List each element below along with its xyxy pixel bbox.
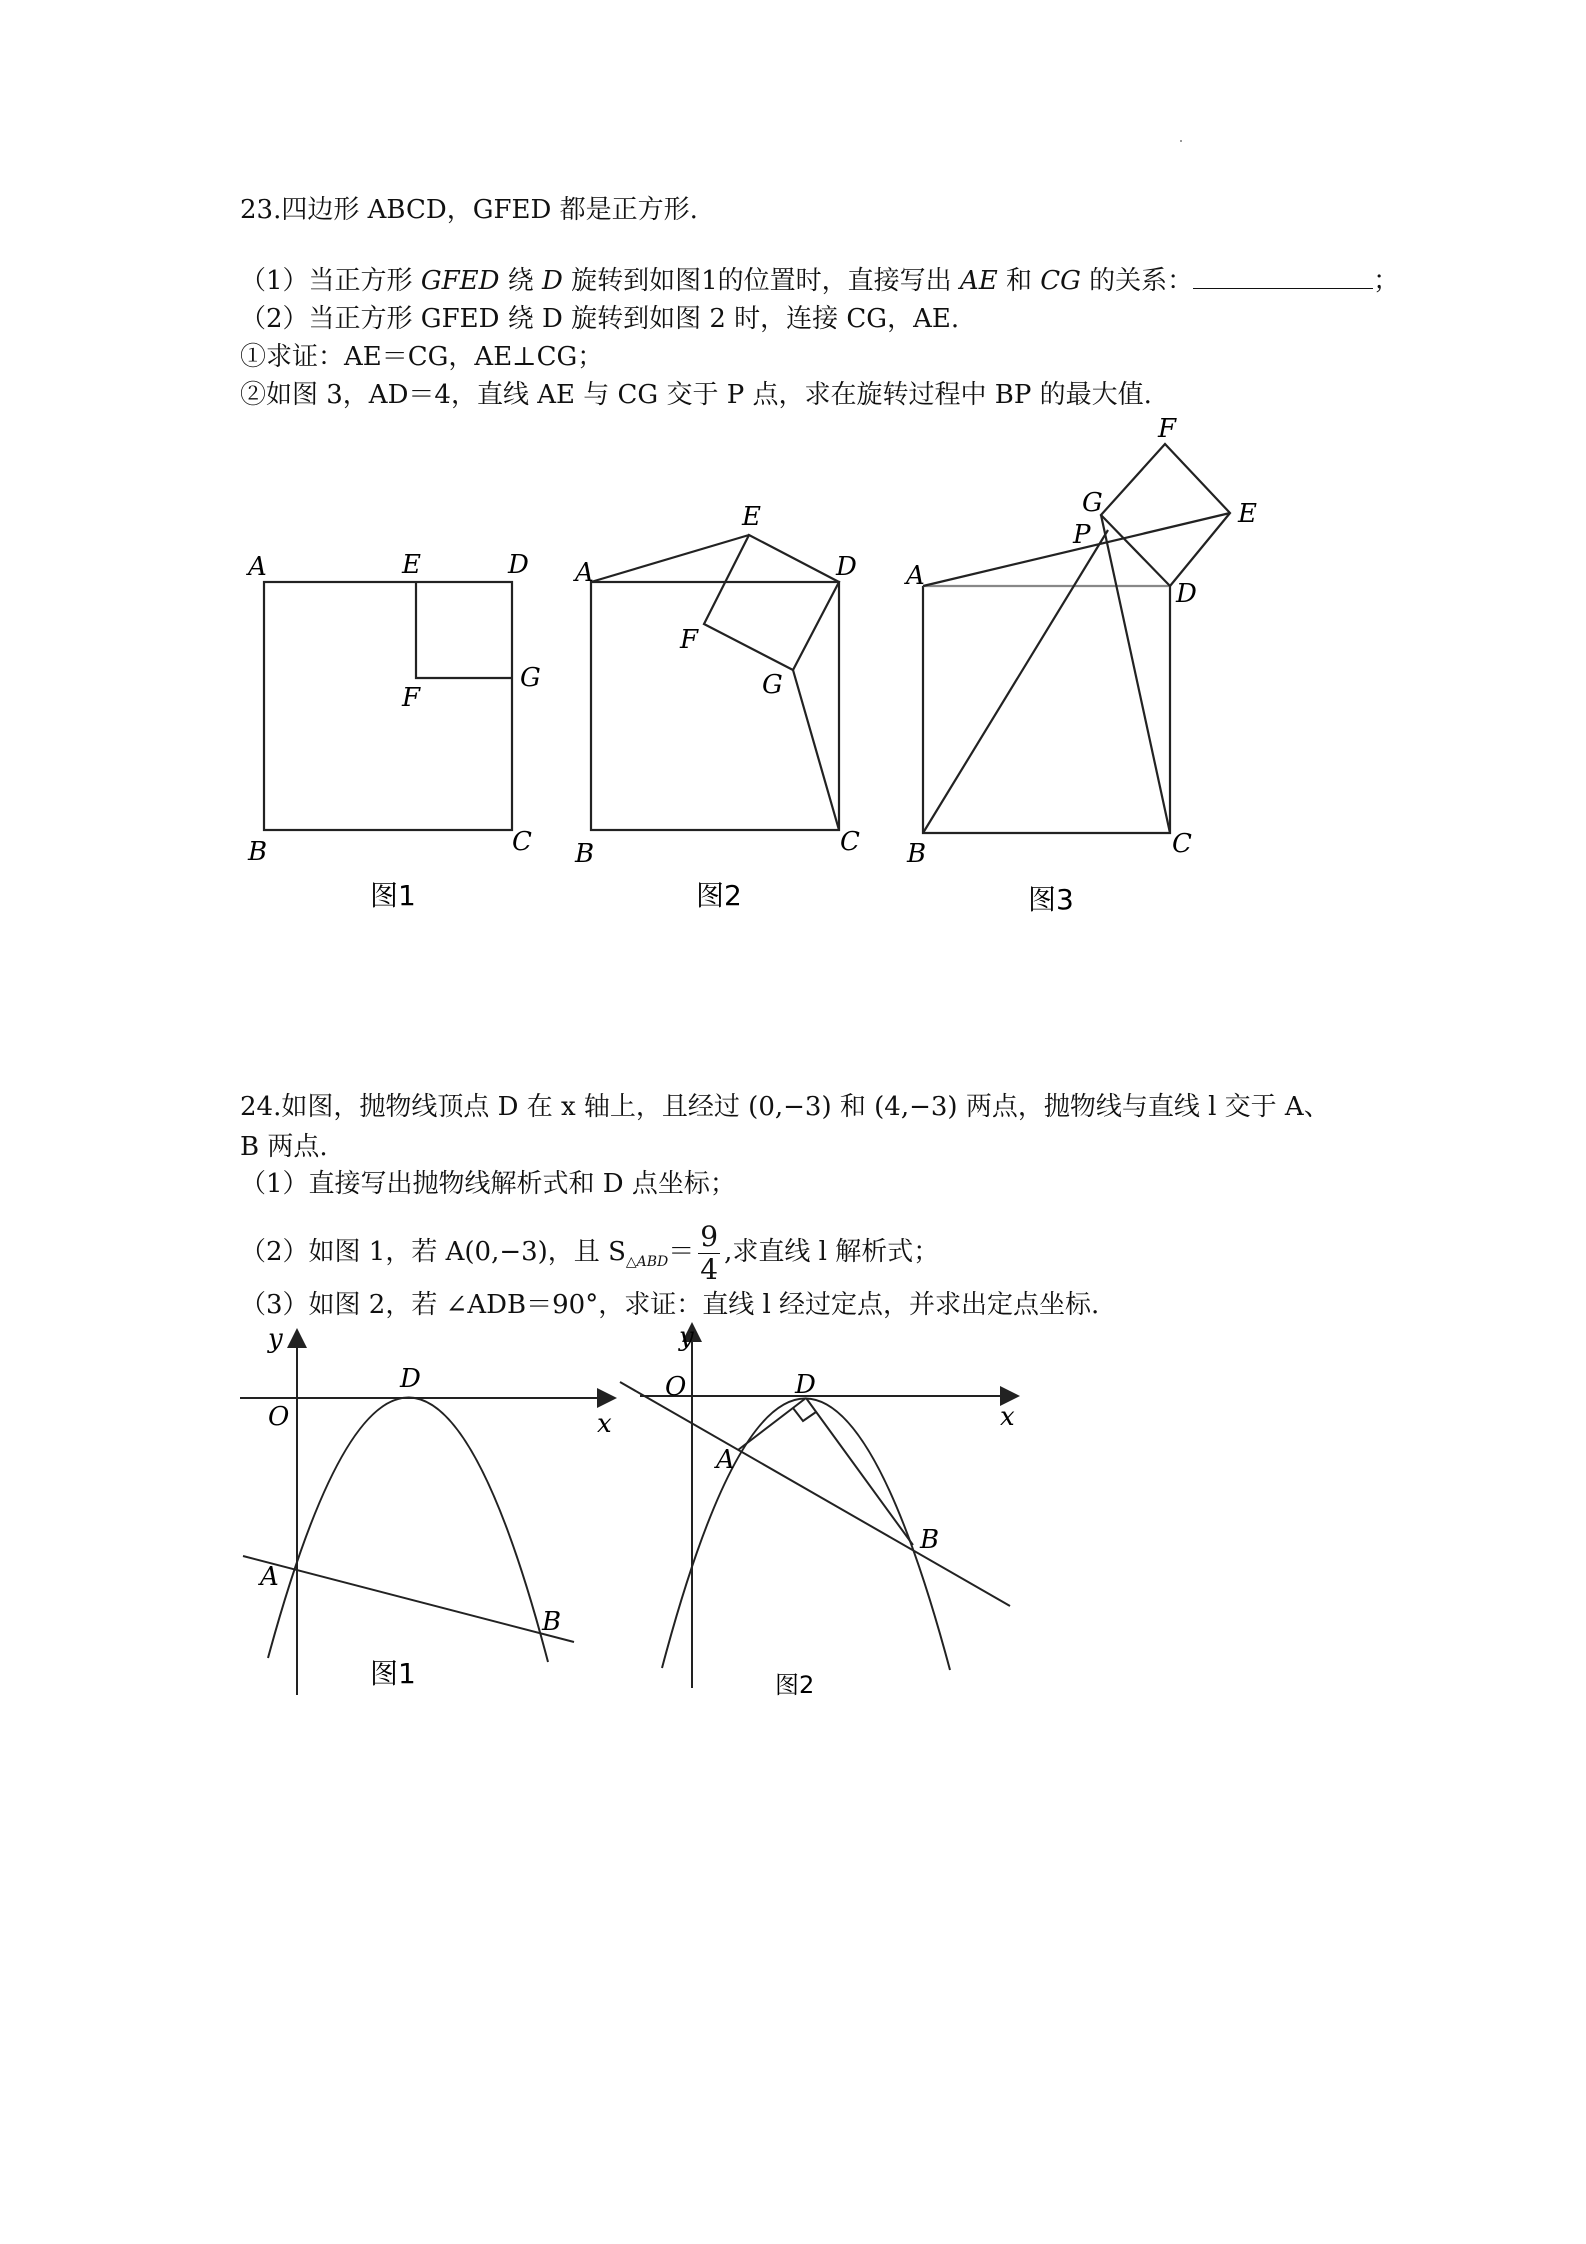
caption: 图2: [696, 879, 742, 912]
label-O: O: [268, 1402, 290, 1432]
label-B: B: [575, 839, 595, 869]
caption: 图2: [775, 1671, 815, 1699]
label-B: B: [907, 839, 927, 869]
label-D: D: [508, 550, 529, 580]
caption: 图1: [370, 879, 416, 912]
label-C: C: [512, 827, 532, 857]
label-D: D: [400, 1364, 421, 1394]
label-A: A: [906, 561, 925, 591]
label-A: A: [248, 552, 267, 582]
label-G: G: [520, 663, 541, 693]
label-E: E: [402, 550, 421, 580]
q24-part3: （3）如图 2，若 ∠ADB＝90°，求证：直线 l 经过定点，并求出定点坐标.: [240, 1290, 1100, 1320]
label-O: O: [665, 1372, 687, 1402]
q23-part1: （1）当正方形 GFED 绕 D 旋转到如图1的位置时，直接写出 AE 和 CG 的关系： ；: [240, 266, 1400, 296]
label-y: y: [268, 1324, 283, 1354]
label-B: B: [248, 837, 268, 867]
label-D: D: [1176, 579, 1197, 609]
q24-part1: （1）直接写出抛物线解析式和 D 点坐标；: [240, 1169, 736, 1199]
label-E: E: [1238, 499, 1257, 529]
label-C: C: [840, 827, 860, 857]
parabola: [662, 1398, 950, 1670]
label-G: G: [762, 670, 783, 700]
label-F: F: [680, 625, 699, 655]
label-x: x: [597, 1409, 612, 1439]
label-F: F: [402, 683, 421, 713]
label-C: C: [1172, 829, 1192, 859]
label-E: E: [742, 502, 761, 532]
label-A: A: [260, 1562, 279, 1592]
label-A: A: [575, 558, 594, 588]
q23-part2-max: ②如图 3，AD＝4，直线 AE 与 CG 交于 P 点，求在旋转过程中 BP 的最大值.: [240, 380, 1152, 410]
segment-da: [738, 1398, 806, 1450]
label-B: B: [920, 1525, 940, 1555]
label-y: y: [679, 1322, 694, 1352]
label-B: B: [542, 1607, 562, 1637]
label-x: x: [1000, 1402, 1015, 1432]
label-D: D: [795, 1370, 816, 1400]
q24-part2: （2）如图 1，若 A(0,−3)，且 $S_{\triangle ABD}=$ $\frac{9}{4}$ ,求直线 l 解析式；: [240, 1219, 940, 1286]
fraction: $\frac{9}{4}$: [700, 1219, 719, 1286]
caption: 图1: [370, 1657, 416, 1690]
q24-line-2: B 两点.: [240, 1132, 328, 1162]
label-G: G: [1082, 488, 1103, 518]
label-D: D: [836, 552, 857, 582]
caption: 图3: [1028, 883, 1074, 916]
label-F: F: [1158, 414, 1177, 444]
segment-db: [806, 1398, 913, 1545]
line-l: [620, 1382, 1010, 1606]
label-A: A: [716, 1445, 735, 1475]
q24-line-1: 24.如图，抛物线顶点 D 在 x 轴上，且经过 (0,−3) 和 (4,−3) 两点，抛物线与直线 l 交于 A、: [240, 1092, 1330, 1122]
q23-part2: （2）当正方形 GFED 绕 D 旋转到如图 2 时，连接 CG，AE.: [240, 304, 960, 334]
label-P: P: [1073, 520, 1091, 550]
q23-title: 23.四边形 ABCD，GFED 都是正方形.: [240, 195, 698, 225]
q23-part2-proof: ①求证：AE＝CG，AE⊥CG；: [240, 342, 604, 372]
right-angle-mark: [793, 1408, 816, 1421]
